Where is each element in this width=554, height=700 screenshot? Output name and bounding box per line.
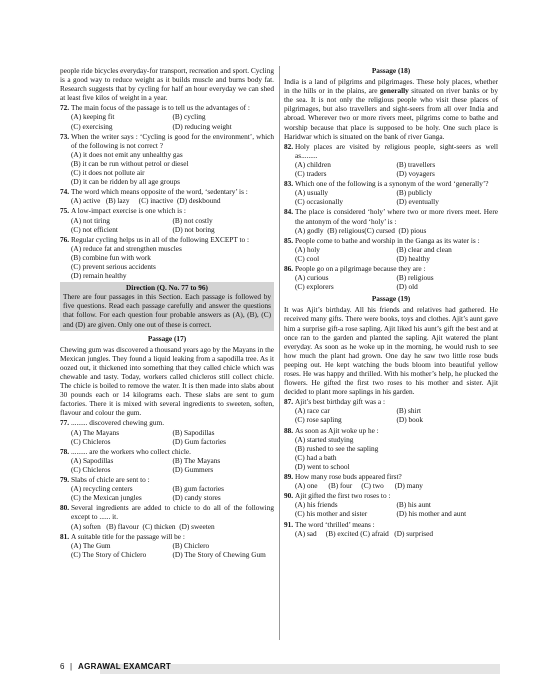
option-a: (A) race car [295, 406, 330, 416]
option-d: (D) Gum factories [172, 436, 226, 446]
question-76: 76. Regular cycling helps us in all of the following EXCEPT to : (A) reduce fat and strengthen muscles (B) combine fun with work (C) prevent serious accidents (D) remain healthy [60, 235, 274, 280]
question-72: 72. The main focus of the passage is to tell us the advantages of : (A) keeping fit (B) cycling (C) exercising (D) reducing weight [60, 103, 274, 130]
option-c: (C) occasionally [295, 197, 344, 207]
option-b: (B) rushed to see the sapling [295, 443, 379, 453]
option-b: (B) shirt [396, 406, 422, 416]
option-d: (D) voyagers [396, 169, 435, 179]
option-c: (C) explorers [295, 282, 334, 292]
question-83: 83. Which one of the following is a synonym of the word ‘generally’? (A) usually (B) publicly (C) occasionally (D) eventually [284, 179, 498, 206]
option-d: (D) went to school [295, 461, 350, 471]
option-a: (A) curious [295, 273, 329, 283]
passage-19-text: It was Ajit’s birthday. All his friends and relatives had gathered. He received many gifts. There were books, toys and clothes. Ajit’s aunt gave him a surprise gift-a rose sapling. Ajit liked his aunt’s gift the best and at once ran to the garden and planted the sapling. Ajit watered the plant everyday. As soon as he woke up in the morning, he would rush to see how much the plant had grown. One day he saw two little rose buds peeping out. He kept watching the buds bloom into beautiful yellow roses. He was happy and thrilled. With his mother’s help, he plucked the flowers. He gifted the first two roses to his mother and sister. Ajit decided to plant more saplings in his garden. [284, 305, 498, 397]
left-column [60, 66, 274, 559]
options-row: (A) sad (B) excited (C) afraid (D) surprised [295, 528, 433, 538]
option-d: (D) eventually [396, 197, 439, 207]
option-a: (A) The Mayans [71, 427, 120, 437]
direction-title: Direction (Q. No. 77 to 96) [126, 283, 208, 293]
option-c: (C) not efficient [71, 224, 118, 234]
question-79: 79. Slabs of chicle are sent to : (A) recycling centers (B) gum factories (C) the Mexican jungles (D) candy stores [60, 475, 274, 502]
option-d: (D) not boring [172, 224, 215, 234]
passage-19-title: Passage (19) [371, 294, 411, 304]
option-b: (B) The Mayans [172, 455, 221, 465]
right-column [284, 66, 498, 538]
question-75: 75. A low-impact exercise is one which is : (A) not tiring (B) not costly (C) not efficient (D) not boring [60, 206, 274, 233]
question-82: 82. Holy places are visited by religious people, sight-seers as well as......... (A) children (B) travellers (C) traders (D) voyagers [284, 141, 498, 179]
options-row: (A) one (B) four (C) two (D) many [295, 481, 423, 491]
option-d: (D) old [396, 282, 418, 292]
option-b: (B) publicly [396, 188, 432, 198]
question-81: 81. A suitable title for the passage will be : (A) The Gum (B) Chiclero (C) The Story of Chiclero (D) The Story of Chewing Gum [60, 532, 274, 559]
question-86: 86. People go on a pilgrimage because they are : (A) curious (B) religious (C) explorers (D) old [284, 264, 498, 291]
options-row: (A) godly (B) religious(C) cursed (D) pious [295, 225, 427, 235]
option-a: (A) keeping fit [71, 112, 115, 122]
option-d: (D) The Story of Chewing Gum [172, 549, 266, 559]
direction-text: There are four passages in this Section. Each passage is followed by five questions. Read each passage carefully and answer the questions that follow. For each question four probable answers as (A), (B), (C) and (D) are given. Only one out of these is correct. [63, 292, 271, 329]
passage-18-text: India is a land of pilgrims and pilgrimages. These holy places, whether in the hills or in the plains, are generally situated on river banks or by the sea. It is not only the religious people who visit these places of pilgrimages, but also travellers and sight-seers from all over India and abroad. Wherever two or more rivers meet, pilgrims come to bathe and worship because that place is supposed to be holy. One such place is Haridwar which is situated on the bank of river Ganga. [284, 77, 498, 141]
question-73: 73. When the writer says : ‘Cycling is good for the environment’, which of the following is not correct ? (A) it does not emit any unhealthy gas (B) it can be run without petrol or diesel (C) it does not pollute air (D) it can be ridden by all age groups [60, 131, 274, 187]
emphasized-word: generally [380, 86, 409, 96]
option-b: (B) his aunt [396, 500, 431, 510]
option-d: (D) Gummers [172, 464, 214, 474]
passage-18-title: Passage (18) [371, 66, 411, 75]
option-a: (A) usually [295, 188, 329, 198]
option-b: (B) religious [396, 273, 434, 283]
option-a: (A) children [295, 159, 331, 169]
option-b: (B) clear and clean [396, 244, 452, 254]
option-c: (C) it does not pollute air [71, 168, 145, 178]
option-c: (C) rose sapling [295, 415, 342, 425]
option-b: (B) not costly [172, 215, 213, 225]
option-c: (C) Chicleros [71, 436, 111, 446]
option-d: (D) healthy [396, 253, 430, 263]
option-c: (C) had a bath [295, 452, 337, 462]
footer-separator: | [70, 662, 73, 671]
option-d: (D) candy stores [172, 493, 221, 503]
question-91: 91. The word ‘thrilled’ means : (A) sad (B) excited (C) afraid (D) surprised [284, 520, 498, 538]
option-d: (D) remain healthy [71, 271, 127, 281]
option-d: (D) book [396, 415, 424, 425]
publisher-brand: AGRAWAL EXAMCART [78, 662, 172, 671]
passage-17-title: Passage (17) [147, 333, 187, 343]
option-b: (B) combine fun with work [71, 252, 151, 262]
option-a: (A) started studying [295, 434, 354, 444]
option-a: (A) holy [295, 244, 320, 254]
option-a: (A) it does not emit any unhealthy gas [71, 149, 183, 159]
option-a: (A) The Gum [71, 540, 111, 550]
question-77: 77. ......... discovered chewing gum. (A) The Mayans (B) Sapodillas (C) Chicleros (D) Gum factories [60, 418, 274, 445]
option-b: (B) Sapodillas [172, 427, 215, 437]
option-b: (B) gum factories [172, 484, 224, 494]
option-c: (C) Chicleros [71, 464, 111, 474]
option-a: (A) recycling centers [71, 484, 133, 494]
option-b: (B) travellers [396, 159, 436, 169]
question-80: 80. Several ingredients are added to chicle to do all of the following except to ...... it. (A) soften (B) flavour (C) thicken (D) sweeten [60, 503, 274, 531]
option-a: (A) reduce fat and strengthen muscles [71, 243, 182, 253]
option-b: (B) cycling [172, 112, 206, 122]
question-74: 74. The word which means opposite of the word, ‘sedentary’ is : (A) active (B) lazy (C) inactive (D) deskbound [60, 187, 274, 205]
page-number: 6 [60, 662, 65, 671]
option-c: (C) prevent serious accidents [71, 261, 156, 271]
question-85: 85. People come to bathe and worship in the Ganga as its water is : (A) holy (B) clear and clean (C) cool (D) healthy [284, 236, 498, 263]
question-78: 78. ......... are the workers who collect chicle. (A) Sapodillas (B) The Mayans (C) Chicleros (D) Gummers [60, 447, 274, 474]
question-88: 88. As soon as Ajit woke up he : (A) started studying (B) rushed to see the sapling (C) had a bath (D) went to school [284, 426, 498, 471]
column-divider [279, 66, 280, 640]
options-row: (A) soften (B) flavour (C) thicken (D) sweeten [71, 521, 215, 531]
option-c: (C) the Mexican jungles [71, 493, 142, 503]
page-footer [60, 662, 500, 676]
option-a: (A) not tiring [71, 215, 110, 225]
option-c: (C) his mother and sister [295, 509, 368, 519]
option-c: (C) exercising [71, 121, 113, 131]
passage-intro: people ride bicycles everyday-for transport, recreation and sport. Cycling is a good way to reduce weight as it builds muscle and burns body fat. Research suggests that by cycling for half an hour everyday we can shed at least five kilos of weight in a year. [60, 66, 274, 103]
question-90: 90. Ajit gifted the first two roses to : (A) his friends (B) his aunt (C) his mother and sister (D) his mother and aunt [284, 491, 498, 518]
question-84: 84. The place is considered ‘holy’ where two or more rivers meet. Here the antonym of the word ‘holy’ is : (A) godly (B) religious(C) cursed (D) pious [284, 207, 498, 235]
question-89: 89. How many rose buds appeared first? (A) one (B) four (C) two (D) many [284, 472, 498, 490]
option-c: (C) traders [295, 169, 327, 179]
passage-17-text: Chewing gum was discovered a thousand years ago by the Mayans in the Mexican jungles. They found a liquid leaking from a sapodilla tree. As it oozed out, it thickened into something that they called chicle which was chewable and tasty. Today, workers called chicleros still collect chicle. The chicle is boiled to remove the water. It is then made into slabs about 30 pounds each or 14 kilograms each. These slabs are sent to gum factories. There it is mixed with several ingredients to sweeten, soften, flavour and colour the gum. [60, 344, 274, 418]
option-d: (D) reducing weight [172, 121, 232, 131]
option-b: (B) it can be run without petrol or diesel [71, 158, 189, 168]
option-a: (A) Sapodillas [71, 455, 114, 465]
direction-box [60, 282, 274, 330]
option-a: (A) his friends [295, 500, 338, 510]
option-c: (C) The Story of Chiclero [71, 549, 147, 559]
options-row: (A) active (B) lazy (C) inactive (D) deskbound [71, 196, 221, 206]
question-87: 87. Ajit’s best birthday gift was a : (A) race car (B) shirt (C) rose sapling (D) book [284, 397, 498, 424]
option-d: (D) it can be ridden by all age groups [71, 177, 181, 187]
option-c: (C) cool [295, 253, 320, 263]
option-d: (D) his mother and aunt [396, 509, 467, 519]
option-b: (B) Chiclero [172, 540, 210, 550]
